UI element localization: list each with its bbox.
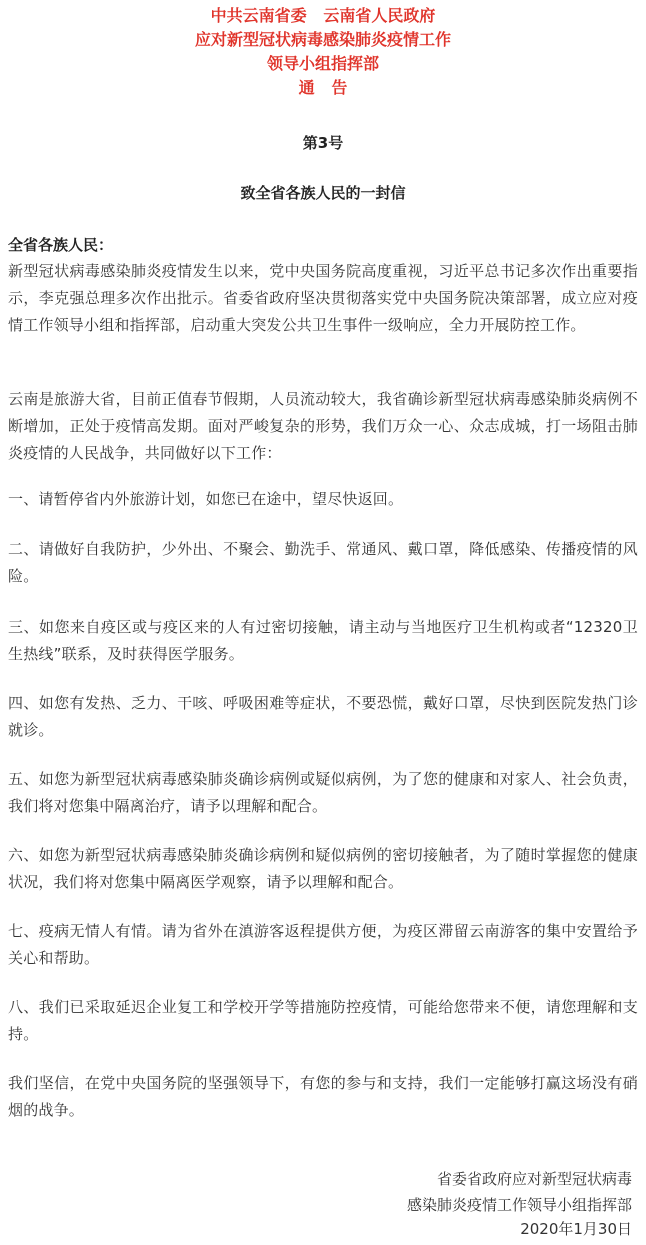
paragraph-item-8: 八、我们已采取延迟企业复工和学校开学等措施防控疫情，可能给您带来不便，请您理解和支持。 [8, 998, 638, 1043]
paragraph-item-4: 四、如您有发热、乏力、干咳、呼吸困难等症状，不要恐慌，戴好口罩，尽快到医院发热门诊就诊。 [8, 694, 638, 739]
notice-header [0, 4, 646, 100]
document-title: 致全省各族人民的一封信 [240, 184, 406, 202]
header-issuer-line: 中共云南省委 云南省人民政府 [210, 6, 436, 25]
paragraph-item-3: 三、如您来自疫区或与疫区来的人有过密切接触，请主动与当地医疗卫生机构或者“12320卫生热线”联系，及时获得医学服务。 [8, 618, 638, 663]
document-number: 第3号 [302, 134, 344, 152]
paragraph-intro: 新型冠状病毒感染肺炎疫情发生以来，党中央国务院高度重视，习近平总书记多次作出重要指示，李克强总理多次作出批示。省委省政府坚决贯彻落实党中央国务院决策部署，成立应对疫情工作领导小组和指挥部，启动重大突发公共卫生事件一级响应，全力开展防控工作。 [8, 262, 638, 334]
paragraph-situation: 云南是旅游大省，目前正值春节假期，人员流动较大，我省确诊新型冠状病毒感染肺炎病例不断增加，正处于疫情高发期。面对严峻复杂的形势，我们万众一心、众志成城，打一场阻击肺炎疫情的人民战争，共同做好以下工作： [8, 390, 638, 462]
paragraph-item-2: 二、请做好自我防护，少外出、不聚会、勤洗手、常通风、戴口罩，降低感染、传播疫情的风险。 [8, 540, 638, 585]
paragraph-item-5: 五、如您为新型冠状病毒感染肺炎确诊病例或疑似病例，为了您的健康和对家人、社会负责，我们将对您集中隔离治疗，请予以理解和配合。 [8, 770, 638, 815]
signature-date: 2020年1月30日 [520, 1220, 632, 1238]
salutation: 全省各族人民： [8, 236, 114, 254]
header-agency-line-2: 领导小组指挥部 [266, 54, 379, 73]
paragraph-item-7: 七、疫病无情人有情。请为省外在滇游客返程提供方便，为疫区滞留云南游客的集中安置给予关心和帮助。 [8, 922, 638, 967]
paragraph-item-6: 六、如您为新型冠状病毒感染肺炎确诊病例和疑似病例的密切接触者，为了随时掌握您的健康状况，我们将对您集中隔离医学观察，请予以理解和配合。 [8, 846, 638, 891]
paragraph-item-1: 一、请暂停省内外旅游计划，如您已在途中，望尽快返回。 [8, 490, 404, 508]
header-agency-line-1: 应对新型冠状病毒感染肺炎疫情工作 [194, 30, 451, 49]
signature-line-2: 感染肺炎疫情工作领导小组指挥部 [406, 1196, 632, 1214]
header-notice-label: 通 告 [298, 78, 348, 97]
paragraph-closing: 我们坚信，在党中央国务院的坚强领导下，有您的参与和支持，我们一定能够打赢这场没有硝烟的战争。 [8, 1074, 638, 1119]
signature-line-1: 省委省政府应对新型冠状病毒 [436, 1170, 632, 1188]
